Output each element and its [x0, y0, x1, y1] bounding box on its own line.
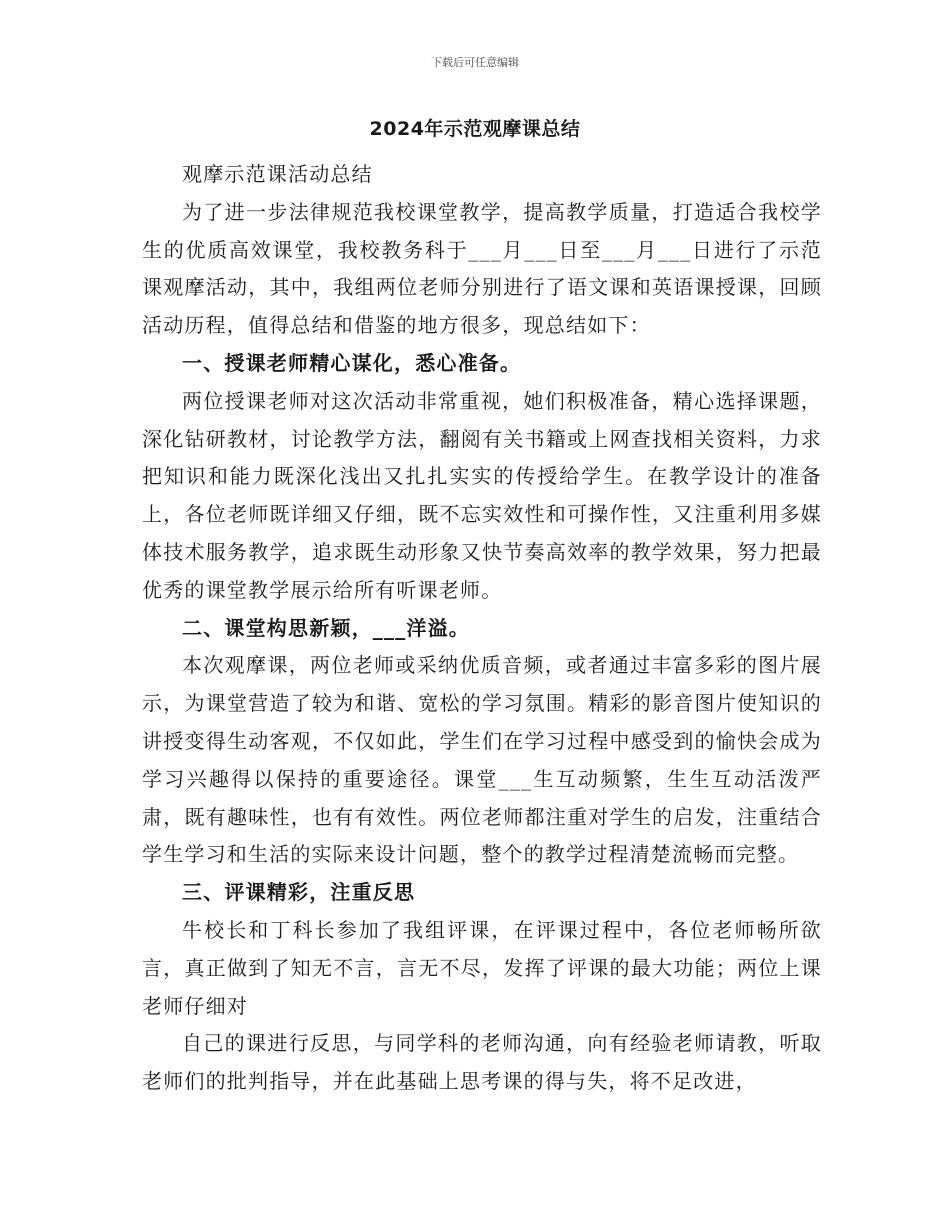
paragraph-intro: 为了进一步法律规范我校课堂教学，提高教学质量，打造适合我校学生的优质高效课堂，我校教务科于___月___日至___月___日进行了示范课观摩活动，其中，我组两位老师分别进行了语文课和英语课授课，回顾活动历程，值得总结和借鉴的地方很多，现总结如下：	[142, 199, 822, 338]
document-body	[142, 156, 822, 1101]
section-heading-1: 一、授课老师精心谋化，悉心准备。	[182, 350, 522, 375]
paragraph-subtitle: 观摩示范课活动总结	[182, 162, 373, 186]
paragraph-section-1: 两位授课老师对这次活动非常重视，她们积极准备，精心选择课题，深化钻研教材，讨论教学方法，翻阅有关书籍或上网查找相关资料，力求把知识和能力既深化浅出又扎扎实实的传授给学生。在教学设计的准备上，各位老师既详细又仔细，既不忘实效性和可操作性，又注重利用多媒体技术服务教学，追求既生动形象又快节奏高效率的教学效果，努力把最优秀的课堂教学展示给所有听课老师。	[142, 388, 822, 602]
paragraph-section-3a: 牛校长和丁科长参加了我组评课，在评课过程中，各位老师畅所欲言，真正做到了知无不言，言无不尽，发挥了评课的最大功能；两位上课老师仔细对	[142, 917, 822, 1018]
section-heading-2: 二、课堂构思新颖，___洋溢。	[182, 615, 470, 640]
header-note: 下载后可任意编辑	[431, 56, 519, 69]
paragraph-section-2: 本次观摩课，两位老师或采纳优质音频，或者通过丰富多彩的图片展示，为课堂营造了较为和谐、宽松的学习氛围。精彩的影音图片使知识的讲授变得生动客观，不仅如此，学生们在学习过程中感受到的愉快会成为学习兴趣得以保持的重要途径。课堂___生互动频繁，生生互动活泼严肃，既有趣味性，也有有效性。两位老师都注重对学生的启发，注重结合学生学习和生活的实际来设计问题，整个的教学过程清楚流畅而完整。	[142, 653, 822, 867]
section-heading-3: 三、评课精彩，注重反思	[182, 880, 416, 905]
paragraph-section-3b: 自己的课进行反思，与同学科的老师沟通，向有经验老师请教，听取老师们的批判指导，并在此基础上思考课的得与失，将不足改进，	[142, 1031, 822, 1094]
document-title: 2024年示范观摩课总结	[369, 118, 581, 140]
